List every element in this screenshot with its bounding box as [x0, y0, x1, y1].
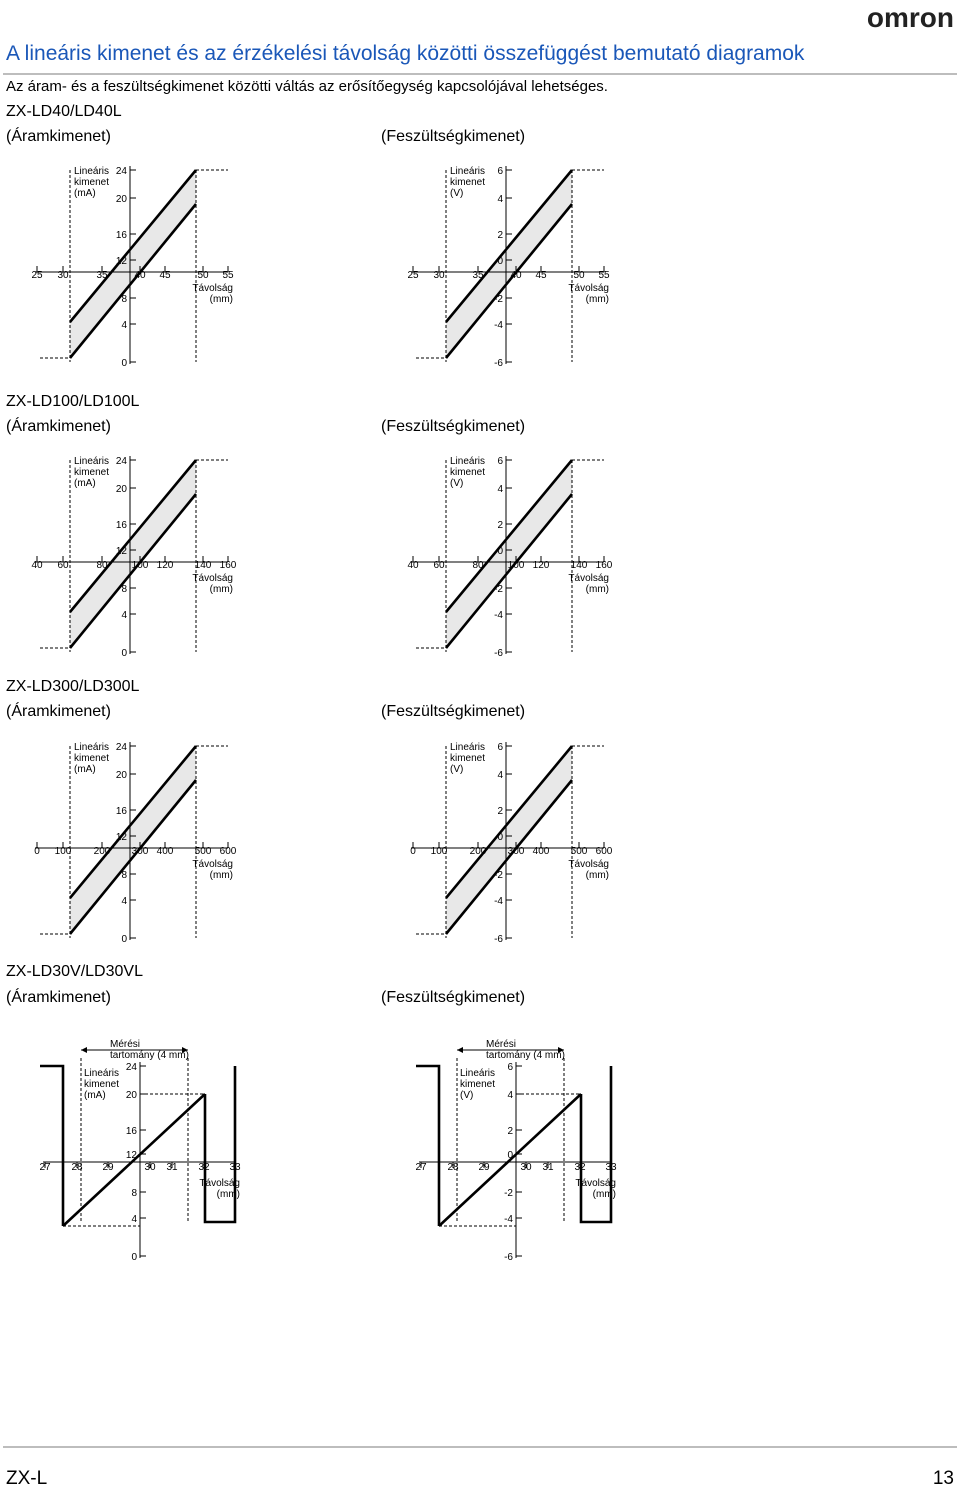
y-tick-label: 24: [115, 742, 127, 753]
y-axis-label: Lineáris: [74, 166, 110, 177]
x-tick-label: 60: [433, 560, 445, 571]
footer-product: ZX-L: [6, 1468, 48, 1489]
x-tick-label: 29: [478, 1162, 490, 1173]
y-tick-label: 24: [125, 1062, 137, 1073]
x-tick-label: 80: [472, 560, 484, 571]
y-tick-label: 24: [115, 456, 127, 467]
y-tick-label: -6: [494, 934, 503, 945]
y-tick-label: -4: [494, 610, 503, 621]
x-axis-label: (mm): [209, 294, 233, 305]
lower-characteristic-line: [70, 780, 196, 934]
y-tick-label: -2: [494, 584, 503, 595]
x-tick-label: 27: [415, 1162, 427, 1173]
x-tick-label: 31: [542, 1162, 554, 1173]
x-tick-label: 35: [96, 270, 108, 281]
current-output-label-4: (Áramkimenet): [6, 989, 111, 1006]
y-tick-label: 8: [131, 1188, 137, 1199]
x-tick-label: 30: [433, 270, 445, 281]
current-output-label-3: (Áramkimenet): [6, 703, 111, 720]
y-tick-label: 2: [497, 520, 503, 531]
x-tick-label: 55: [598, 270, 610, 281]
chart-2-voltage: [376, 440, 856, 665]
y-tick-label: 0: [497, 832, 503, 843]
y-tick-label: 2: [497, 230, 503, 241]
x-tick-label: 40: [510, 270, 522, 281]
chart-1-voltage: [376, 150, 856, 375]
y-tick-label: -4: [504, 1214, 513, 1225]
x-axis-label: Távolság: [199, 1178, 240, 1189]
y-axis-label: kimenet: [450, 177, 486, 188]
x-tick-label: 120: [156, 560, 174, 571]
y-tick-label: 16: [125, 1126, 137, 1137]
y-axis-label: Lineáris: [84, 1068, 120, 1079]
x-axis-label: (mm): [209, 584, 233, 595]
y-axis-label: (mA): [74, 478, 96, 489]
x-tick-label: 30: [57, 270, 69, 281]
upper-characteristic-line: [446, 746, 572, 898]
x-axis-label: (mm): [209, 870, 233, 881]
x-tick-label: 160: [219, 560, 237, 571]
y-axis-label: (V): [450, 478, 464, 489]
y-tick-label: 2: [507, 1126, 513, 1137]
y-tick-label: 6: [497, 742, 503, 753]
y-tick-label: 0: [121, 358, 127, 369]
x-tick-label: 29: [102, 1162, 114, 1173]
y-tick-label: 0: [507, 1150, 513, 1161]
low-saturation-line: [40, 1066, 63, 1226]
x-tick-label: 32: [574, 1162, 586, 1173]
x-tick-label: 300: [507, 846, 525, 857]
y-tick-label: 8: [121, 870, 127, 881]
x-tick-label: 33: [229, 1162, 241, 1173]
y-axis-label: Lineáris: [74, 456, 110, 467]
y-tick-label: 16: [115, 806, 127, 817]
x-tick-label: 500: [194, 846, 212, 857]
x-tick-label: 80: [96, 560, 108, 571]
y-axis-label: (mA): [84, 1090, 106, 1101]
y-tick-label: 4: [497, 484, 503, 495]
x-tick-label: 31: [166, 1162, 178, 1173]
y-axis-label: kimenet: [74, 177, 110, 188]
x-axis-label: Távolság: [575, 1178, 616, 1189]
y-tick-label: 20: [125, 1090, 137, 1101]
y-tick-label: -2: [494, 870, 503, 881]
x-axis-label: (mm): [585, 870, 609, 881]
x-tick-label: 28: [447, 1162, 459, 1173]
y-tick-label: 4: [121, 896, 127, 907]
x-tick-label: 25: [31, 270, 43, 281]
low-saturation-line: [416, 1066, 439, 1226]
y-axis-label: (V): [460, 1090, 474, 1101]
x-tick-label: 0: [34, 846, 40, 857]
y-tick-label: 6: [497, 456, 503, 467]
y-axis-label: kimenet: [74, 753, 110, 764]
lower-characteristic-line: [70, 204, 196, 358]
y-tick-label: 4: [497, 770, 503, 781]
voltage-output-label-4: (Feszültségkimenet): [381, 989, 526, 1006]
voltage-output-label-1: (Feszültségkimenet): [381, 128, 526, 145]
y-tick-label: 8: [121, 294, 127, 305]
lower-characteristic-line: [446, 780, 572, 934]
y-axis-label: kimenet: [84, 1079, 120, 1090]
footer-divider: [3, 1446, 957, 1448]
range-arrow-left: [457, 1047, 463, 1053]
y-tick-label: 24: [115, 166, 127, 177]
y-axis-label: (mA): [74, 764, 96, 775]
y-tick-label: -2: [494, 294, 503, 305]
x-tick-label: 50: [573, 270, 585, 281]
x-axis-label: (mm): [585, 584, 609, 595]
y-axis-label: Lineáris: [450, 456, 486, 467]
y-tick-label: 12: [115, 832, 127, 843]
y-axis-label: Lineáris: [450, 742, 486, 753]
y-tick-label: 16: [115, 230, 127, 241]
x-tick-label: 140: [570, 560, 588, 571]
page-title: A lineáris kimenet és az érzékelési távolság közötti összefüggést bemutató diagramok: [6, 42, 805, 65]
range-label: Mérési: [110, 1039, 141, 1050]
range-label: tartomány (4 mm): [110, 1050, 189, 1061]
y-axis-label: Lineáris: [460, 1068, 496, 1079]
x-tick-label: 45: [159, 270, 171, 281]
x-axis-label: Távolság: [568, 283, 609, 294]
y-axis-label: kimenet: [74, 467, 110, 478]
y-tick-label: 0: [121, 648, 127, 659]
upper-characteristic-line: [446, 460, 572, 612]
y-axis-label: (V): [450, 764, 464, 775]
range-arrow-left: [81, 1047, 87, 1053]
y-tick-label: -6: [504, 1252, 513, 1263]
voltage-output-label-2: (Feszültségkimenet): [381, 418, 526, 435]
x-tick-label: 35: [472, 270, 484, 281]
y-tick-label: 6: [507, 1062, 513, 1073]
y-tick-label: -4: [494, 896, 503, 907]
x-tick-label: 0: [410, 846, 416, 857]
x-tick-label: 40: [407, 560, 419, 571]
y-tick-label: 20: [115, 484, 127, 495]
x-tick-label: 55: [222, 270, 234, 281]
y-tick-label: 4: [497, 194, 503, 205]
x-axis-label: Távolság: [568, 573, 609, 584]
x-axis-label: Távolság: [192, 283, 233, 294]
y-tick-label: 6: [497, 166, 503, 177]
x-tick-label: 30: [144, 1162, 156, 1173]
y-tick-label: 0: [497, 256, 503, 267]
y-tick-label: -6: [494, 648, 503, 659]
y-tick-label: 4: [507, 1090, 513, 1101]
x-tick-label: 100: [54, 846, 72, 857]
omron-logo: omron: [866, 2, 954, 33]
x-tick-label: 200: [469, 846, 487, 857]
x-axis-label: (mm): [216, 1189, 240, 1200]
y-axis-label: Lineáris: [74, 742, 110, 753]
title-divider: [3, 73, 957, 75]
y-tick-label: 4: [121, 320, 127, 331]
y-tick-label: 20: [115, 770, 127, 781]
current-output-label-1: (Áramkimenet): [6, 128, 111, 145]
x-axis-label: Távolság: [568, 859, 609, 870]
page-subtitle: Az áram- és a feszültségkimenet közötti váltás az erősítőegység kapcsolójával lehetséges.: [6, 78, 608, 95]
upper-characteristic-line: [446, 170, 572, 322]
y-tick-label: 12: [115, 256, 127, 267]
x-tick-label: 30: [520, 1162, 532, 1173]
x-tick-label: 27: [39, 1162, 51, 1173]
y-axis-label: (V): [450, 188, 464, 199]
x-tick-label: 600: [219, 846, 237, 857]
y-tick-label: 12: [125, 1150, 137, 1161]
y-tick-label: -2: [504, 1188, 513, 1199]
y-tick-label: 12: [115, 546, 127, 557]
x-tick-label: 25: [407, 270, 419, 281]
y-tick-label: 4: [131, 1214, 137, 1225]
x-tick-label: 40: [31, 560, 43, 571]
model-label-1: ZX-LD40/LD40L: [6, 103, 122, 120]
y-tick-label: 0: [497, 546, 503, 557]
x-tick-label: 45: [535, 270, 547, 281]
x-tick-label: 100: [131, 560, 149, 571]
footer-page-number: 13: [932, 1468, 954, 1489]
x-tick-label: 300: [131, 846, 149, 857]
model-label-4: ZX-LD30V/LD30VL: [6, 963, 143, 980]
lower-characteristic-line: [446, 204, 572, 358]
y-axis-label: kimenet: [450, 753, 486, 764]
y-axis-label: kimenet: [450, 467, 486, 478]
x-axis-label: (mm): [592, 1189, 616, 1200]
y-axis-label: (mA): [74, 188, 96, 199]
x-tick-label: 160: [595, 560, 613, 571]
x-tick-label: 32: [198, 1162, 210, 1173]
model-label-2: ZX-LD100/LD100L: [6, 393, 140, 410]
y-tick-label: 0: [121, 934, 127, 945]
x-tick-label: 33: [605, 1162, 617, 1173]
voltage-output-label-3: (Feszültségkimenet): [381, 703, 526, 720]
current-output-label-2: (Áramkimenet): [6, 418, 111, 435]
x-tick-label: 100: [430, 846, 448, 857]
y-tick-label: 0: [131, 1252, 137, 1263]
y-tick-label: -4: [494, 320, 503, 331]
x-tick-label: 400: [532, 846, 550, 857]
x-tick-label: 200: [93, 846, 111, 857]
model-label-3: ZX-LD300/LD300L: [6, 678, 140, 695]
x-axis-label: (mm): [585, 294, 609, 305]
x-tick-label: 140: [194, 560, 212, 571]
x-tick-label: 40: [134, 270, 146, 281]
y-axis-label: Lineáris: [450, 166, 486, 177]
x-axis-label: Távolság: [192, 859, 233, 870]
y-tick-label: 2: [497, 806, 503, 817]
y-tick-label: 4: [121, 610, 127, 621]
lower-characteristic-line: [446, 494, 572, 648]
y-tick-label: 16: [115, 520, 127, 531]
x-tick-label: 28: [71, 1162, 83, 1173]
chart-4-voltage: [376, 1036, 856, 1271]
x-tick-label: 400: [156, 846, 174, 857]
x-tick-label: 60: [57, 560, 69, 571]
range-label: tartomány (4 mm): [486, 1050, 565, 1061]
y-tick-label: 20: [115, 194, 127, 205]
x-tick-label: 500: [570, 846, 588, 857]
x-tick-label: 50: [197, 270, 209, 281]
range-label: Mérési: [486, 1039, 517, 1050]
chart-3-voltage: [376, 726, 856, 951]
x-axis-label: Távolság: [192, 573, 233, 584]
x-tick-label: 120: [532, 560, 550, 571]
x-tick-label: 100: [507, 560, 525, 571]
lower-characteristic-line: [70, 494, 196, 648]
x-tick-label: 600: [595, 846, 613, 857]
y-axis-label: kimenet: [460, 1079, 496, 1090]
y-tick-label: 8: [121, 584, 127, 595]
y-tick-label: -6: [494, 358, 503, 369]
